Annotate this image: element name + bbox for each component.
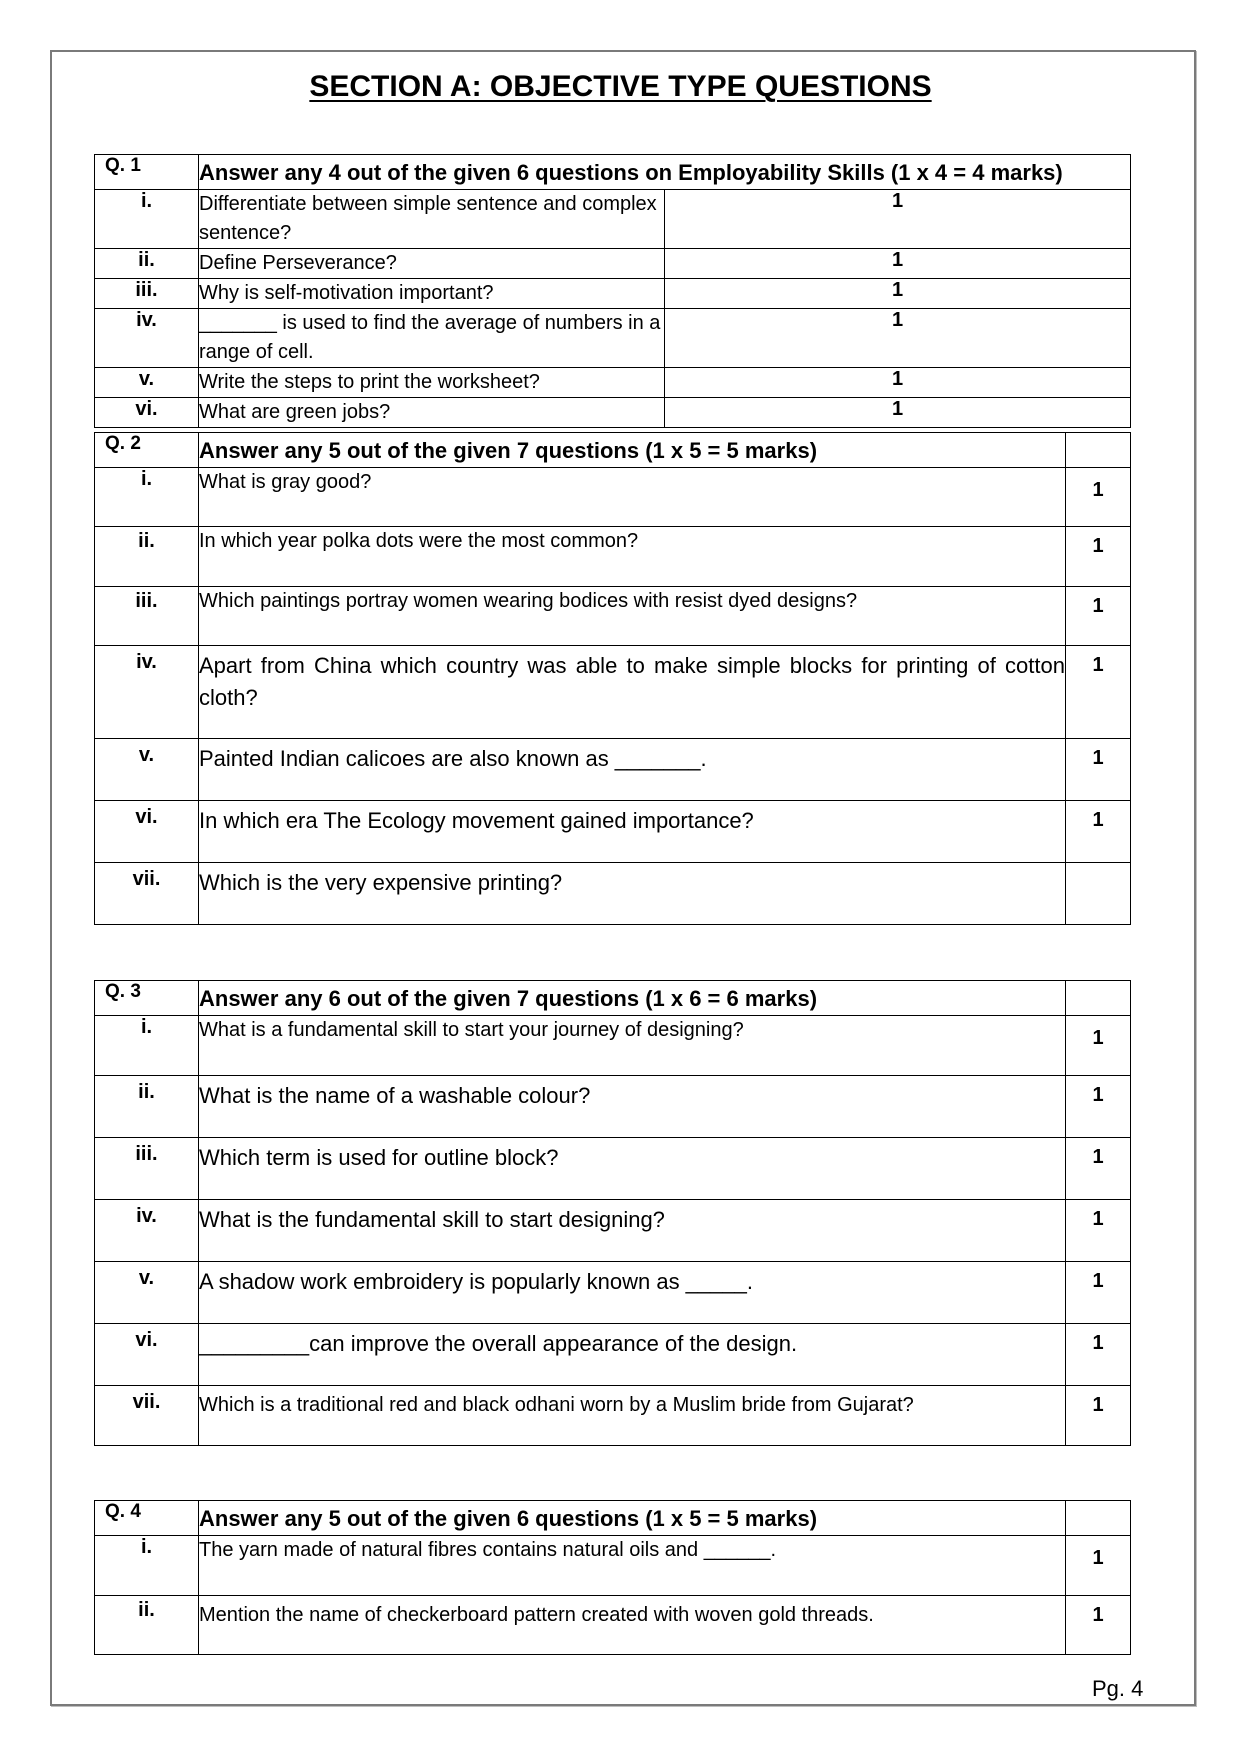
question-label: Q. 4 — [95, 1501, 199, 1536]
item-text: What are green jobs? — [199, 397, 665, 427]
item-marks: 1 — [1066, 467, 1131, 526]
question-row — [95, 1323, 1131, 1385]
item-number: iv. — [95, 645, 199, 738]
item-marks: 1 — [1066, 1137, 1131, 1199]
item-marks: 1 — [1066, 1015, 1131, 1075]
item-number: ii. — [95, 526, 199, 586]
question-header-row — [95, 981, 1131, 1016]
item-text: The yarn made of natural fibres contains natural oils and ______. — [199, 1535, 1066, 1595]
question-header-row — [95, 433, 1131, 468]
item-marks: 1 — [1066, 800, 1131, 862]
question-row — [95, 1535, 1131, 1595]
item-number: iii. — [95, 278, 199, 308]
question-row — [95, 189, 1131, 248]
item-marks: 1 — [665, 248, 1131, 278]
item-text: Which term is used for outline block? — [199, 1137, 1066, 1199]
item-marks: 1 — [665, 308, 1131, 367]
question-row — [95, 278, 1131, 308]
question-row — [95, 1137, 1131, 1199]
item-marks: 1 — [1066, 586, 1131, 645]
item-text: Differentiate between simple sentence and complex sentence? — [199, 189, 665, 248]
item-marks: 1 — [665, 189, 1131, 248]
question-header-row — [95, 1501, 1131, 1536]
item-marks: 1 — [1066, 1199, 1131, 1261]
item-text: Write the steps to print the worksheet? — [199, 367, 665, 397]
question-table-q2 — [94, 432, 1131, 925]
item-text: In which era The Ecology movement gained importance? — [199, 800, 1066, 862]
question-row — [95, 1385, 1131, 1445]
item-number: iii. — [95, 1137, 199, 1199]
item-marks: 1 — [665, 397, 1131, 427]
item-text: In which year polka dots were the most common? — [199, 526, 1066, 586]
item-text: Why is self-motivation important? — [199, 278, 665, 308]
item-number: vi. — [95, 800, 199, 862]
item-number: i. — [95, 189, 199, 248]
item-marks — [1066, 981, 1131, 1016]
question-row — [95, 526, 1131, 586]
item-number: iv. — [95, 308, 199, 367]
question-row — [95, 738, 1131, 800]
question-table-q3 — [94, 980, 1131, 1446]
item-marks — [1066, 862, 1131, 924]
item-text: _________can improve the overall appearance of the design. — [199, 1323, 1066, 1385]
item-marks: 1 — [1066, 1535, 1131, 1595]
item-number: v. — [95, 1261, 199, 1323]
item-number: i. — [95, 1015, 199, 1075]
question-row — [95, 862, 1131, 924]
item-marks: 1 — [1066, 1261, 1131, 1323]
question-row — [95, 586, 1131, 645]
item-marks: 1 — [665, 367, 1131, 397]
item-text: Which is the very expensive printing? — [199, 862, 1066, 924]
question-table-q4 — [94, 1500, 1131, 1655]
item-number: iii. — [95, 586, 199, 645]
item-number: vii. — [95, 862, 199, 924]
section-title: SECTION A: OBJECTIVE TYPE QUESTIONS — [309, 70, 932, 103]
item-marks: 1 — [1066, 526, 1131, 586]
question-row — [95, 1595, 1131, 1654]
item-number: ii. — [95, 1075, 199, 1137]
question-row — [95, 645, 1131, 738]
item-number: v. — [95, 738, 199, 800]
item-text: What is the name of a washable colour? — [199, 1075, 1066, 1137]
question-row — [95, 1261, 1131, 1323]
item-number: i. — [95, 467, 199, 526]
item-text: A shadow work embroidery is popularly known as _____. — [199, 1261, 1066, 1323]
item-marks: 1 — [1066, 1075, 1131, 1137]
item-text: What is a fundamental skill to start your journey of designing? — [199, 1015, 1066, 1075]
question-heading: Answer any 5 out of the given 7 questions (1 x 5 = 5 marks) — [199, 433, 1066, 468]
question-label: Q. 1 — [95, 155, 199, 190]
question-row — [95, 1015, 1131, 1075]
item-marks: 1 — [1066, 645, 1131, 738]
item-number: vi. — [95, 397, 199, 427]
item-number: vi. — [95, 1323, 199, 1385]
question-heading: Answer any 6 out of the given 7 questions (1 x 6 = 6 marks) — [199, 981, 1066, 1016]
question-label: Q. 3 — [95, 981, 199, 1016]
question-table-q1 — [94, 154, 1131, 428]
question-heading: Answer any 4 out of the given 6 questions on Employability Skills (1 x 4 = 4 marks) — [199, 155, 1131, 190]
question-row — [95, 800, 1131, 862]
item-text: Define Perseverance? — [199, 248, 665, 278]
question-row — [95, 1075, 1131, 1137]
question-row — [95, 308, 1131, 367]
item-text: Apart from China which country was able to make simple blocks for printing of cotton cloth? — [199, 645, 1066, 738]
item-marks: 1 — [1066, 738, 1131, 800]
item-number: ii. — [95, 1595, 199, 1654]
question-row — [95, 397, 1131, 427]
item-text: Mention the name of checkerboard pattern created with woven gold threads. — [199, 1595, 1066, 1654]
item-number: ii. — [95, 248, 199, 278]
item-number: vii. — [95, 1385, 199, 1445]
item-marks — [1066, 433, 1131, 468]
item-number: iv. — [95, 1199, 199, 1261]
item-text: _______ is used to find the average of numbers in a range of cell. — [199, 308, 665, 367]
item-text: Painted Indian calicoes are also known as _______. — [199, 738, 1066, 800]
item-marks: 1 — [1066, 1595, 1131, 1654]
item-marks: 1 — [1066, 1323, 1131, 1385]
item-text: Which is a traditional red and black odhani worn by a Muslim bride from Gujarat? — [199, 1385, 1066, 1445]
item-marks: 1 — [665, 278, 1131, 308]
item-text: What is gray good? — [199, 467, 1066, 526]
question-row — [95, 248, 1131, 278]
item-text: What is the fundamental skill to start designing? — [199, 1199, 1066, 1261]
question-row — [95, 1199, 1131, 1261]
question-heading: Answer any 5 out of the given 6 questions (1 x 5 = 5 marks) — [199, 1501, 1066, 1536]
question-row — [95, 367, 1131, 397]
question-header-row — [95, 155, 1131, 190]
item-marks: 1 — [1066, 1385, 1131, 1445]
item-number: i. — [95, 1535, 199, 1595]
item-number: v. — [95, 367, 199, 397]
item-text: Which paintings portray women wearing bodices with resist dyed designs? — [199, 586, 1066, 645]
question-row — [95, 467, 1131, 526]
question-label: Q. 2 — [95, 433, 199, 468]
page-number: Pg. 4 — [1092, 1676, 1144, 1701]
item-marks — [1066, 1501, 1131, 1536]
